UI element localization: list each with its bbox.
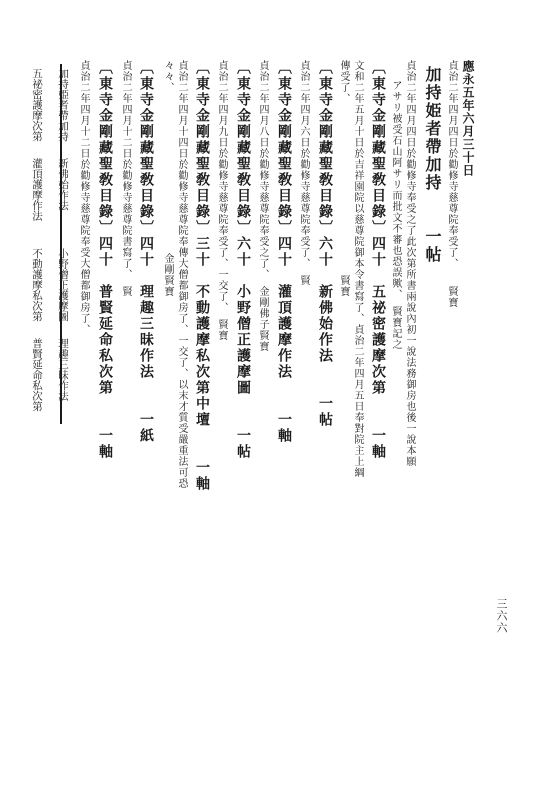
catalog-entry: 〔東寺金剛藏聖敎目錄〕四十 五祕密護摩次第 一軸: [370, 60, 386, 460]
catalog-entry: 〔東寺金剛藏聖敎目錄〕四十 理趣三昧作法 一紙: [138, 60, 154, 444]
margin-label: 加持姫者帶加持: [57, 68, 69, 142]
colophon-line: 貞治二年四月八日於勸修寺慈尊院奉受之了、 金剛佛子賢寶: [257, 60, 268, 352]
margin-label: 新佛始作法: [57, 158, 69, 211]
catalog-entry: 〔東寺金剛藏聖敎目錄〕六十 小野僧正護摩圖 一帖: [235, 60, 251, 460]
margin-label: 不動護摩私次第: [31, 248, 43, 322]
page-number: 三六六: [495, 598, 508, 634]
entry-title: 加持姫者帶加持 一帖: [423, 66, 442, 264]
colophon-line: 貞治二年四月六日於勸修寺慈尊院奉受了、 賢: [298, 60, 309, 286]
colophon-line: 々々、 金剛賢寶: [162, 60, 173, 297]
catalog-entry: 〔東寺金剛藏聖敎目錄〕四十 灌頂護摩作法 一軸: [276, 60, 292, 444]
catalog-entry: 〔東寺金剛藏聖敎目錄〕三十 不動護摩私次第中壇 一軸: [194, 60, 210, 492]
margin-label: 灌頂護摩作法: [31, 158, 43, 221]
colophon-line: 貞治二年四月四日於勸修寺慈尊院奉受了、 賢寶: [446, 60, 457, 308]
colophon-line: 貞治二年四月十二日於勸修寺慈尊院書寫了、 賢: [120, 60, 131, 297]
colophon-line: 貞治二年四月九日於勸修寺慈尊院奉受了、一交了、 賢寶: [216, 60, 227, 341]
colophon-line: アサリ被受石山阿サリ而批文不審也恐誤歟、 賢寶記之: [390, 80, 401, 350]
margin-label: 小野僧正護摩圖: [57, 248, 69, 322]
colophon-line: 貞治二年四月十二日於勸修寺慈尊院奉受大僧都御房了、: [78, 60, 89, 335]
margin-label: 普賢延命私次第: [31, 338, 43, 412]
colophon-line: 貞治二年四月四日於勸修寺奉受之了此次第所書兩說內初一說法務御房也後一說本願: [404, 60, 415, 467]
colophon-line: 傳受了、 賢寶: [338, 60, 349, 297]
margin-label: 五祕密護摩次第: [31, 68, 43, 142]
colophon-line: 貞治二年四月十四日於勸修寺慈尊院奉傳大僧都御房了、一交了、以末才質受嚴重法可恐: [176, 60, 187, 489]
margin-label: 理趣三昧作法: [57, 338, 69, 401]
catalog-entry: 〔東寺金剛藏聖敎目錄〕六十 新佛始作法 一帖: [317, 60, 333, 428]
date-heading: 應永五年六月三十日: [461, 60, 475, 177]
catalog-entry: 〔東寺金剛藏聖敎目錄〕四十 普賢延命私次第 一軸: [97, 60, 113, 460]
colophon-line: 文和二年五月十日於吉祥園院以慈尊院御本令書寫了、貞治二年四月五日奉對院主上綱: [352, 60, 363, 478]
